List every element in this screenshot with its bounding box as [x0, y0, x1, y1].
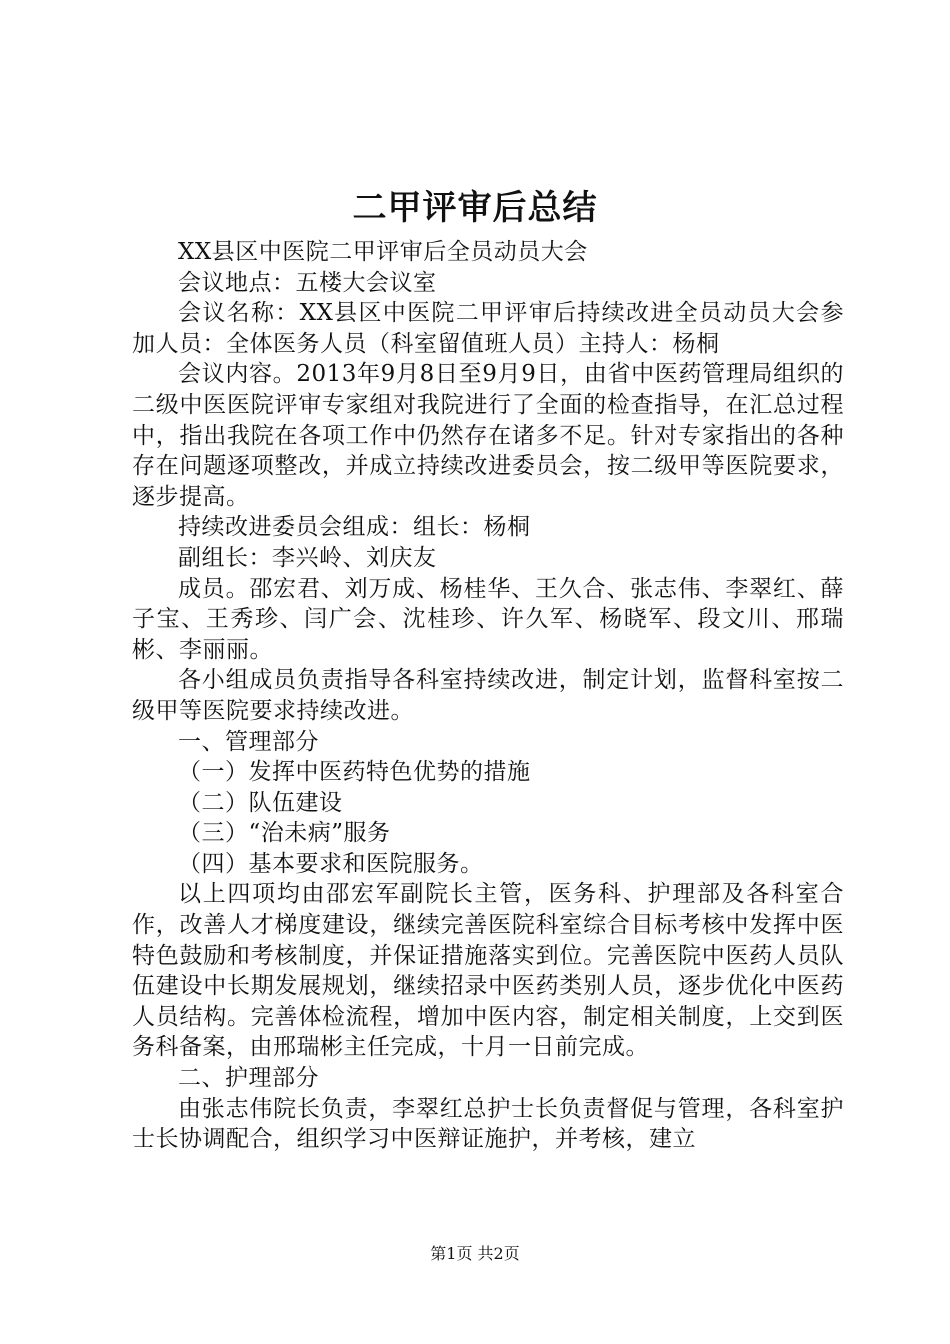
paragraph-nursing-details: 由张志伟院长负责，李翠红总护士长负责督促与管理，各科室护士长协调配合，组织学习中医辩证施护，并考核，建立: [132, 1095, 844, 1153]
paragraph-meeting-heading: XX县区中医院二甲评审后全员动员大会: [178, 239, 588, 265]
subsection-tcm-advantages: （一）发挥中医药特色优势的措施: [178, 759, 531, 786]
paragraph-meeting-name: 会议名称：XX县区中医院二甲评审后持续改进全员动员大会参加人员：全体医务人员（科室留值班人员）主持人：杨桐: [132, 300, 844, 357]
paragraph-members: 成员。邵宏君、刘万成、杨桂华、王久合、张志伟、李翠红、薛子宝、王秀珍、闫广会、沈桂珍、许久军、杨晓军、段文川、邢瑞彬、李丽丽。: [132, 575, 844, 663]
paragraph-meeting-location: 会议地点：五楼大会议室: [178, 269, 437, 296]
subsection-team-building: （二）队伍建设: [178, 789, 343, 816]
paragraph-group-duties: 各小组成员负责指导各科室持续改进，制定计划，监督科室按二级甲等医院要求持续改进。: [132, 667, 844, 724]
subsection-basic-requirements: （四）基本要求和医院服务。: [178, 850, 484, 877]
paragraph-deputy-leaders: 副组长：李兴岭、刘庆友: [178, 544, 437, 571]
subsection-preventive-service: （三）“治未病”服务: [178, 820, 391, 847]
document-body: [132, 237, 844, 1155]
paragraph-committee-leader: 持续改进委员会组成：组长：杨桐: [178, 514, 531, 541]
section-heading-management: 一、管理部分: [178, 728, 319, 755]
paragraph-meeting-content: 会议内容。2013年9月8日至9月9日，由省中医药管理局组织的二级中医医院评审专家组对我院进行了全面的检查指导，在汇总过程中，指出我院在各项工作中仍然存在诸多不足。针对专家指出的各种存在问题逐项整改，并成立持续改进委员会，按二级甲等医院要求，逐步提高。: [132, 361, 844, 510]
document-title: 二甲评审后总结: [352, 188, 598, 228]
section-heading-nursing: 二、护理部分: [178, 1065, 319, 1092]
paragraph-management-details: 以上四项均由邵宏军副院长主管，医务科、护理部及各科室合作，改善人才梯度建设，继续完善医院科室综合目标考核中发挥中医特色鼓励和考核制度，并保证措施落实到位。完善医院中医药人员队伍建设中长期发展规划，继续招录中医药类别人员，逐步优化中医药人员结构。完善体检流程，增加中医内容，制定相关制度，上交到医务科备案，由邢瑞彬主任完成，十月一日前完成。: [132, 881, 844, 1061]
page-footer: 第1页 共2页: [430, 1244, 520, 1263]
